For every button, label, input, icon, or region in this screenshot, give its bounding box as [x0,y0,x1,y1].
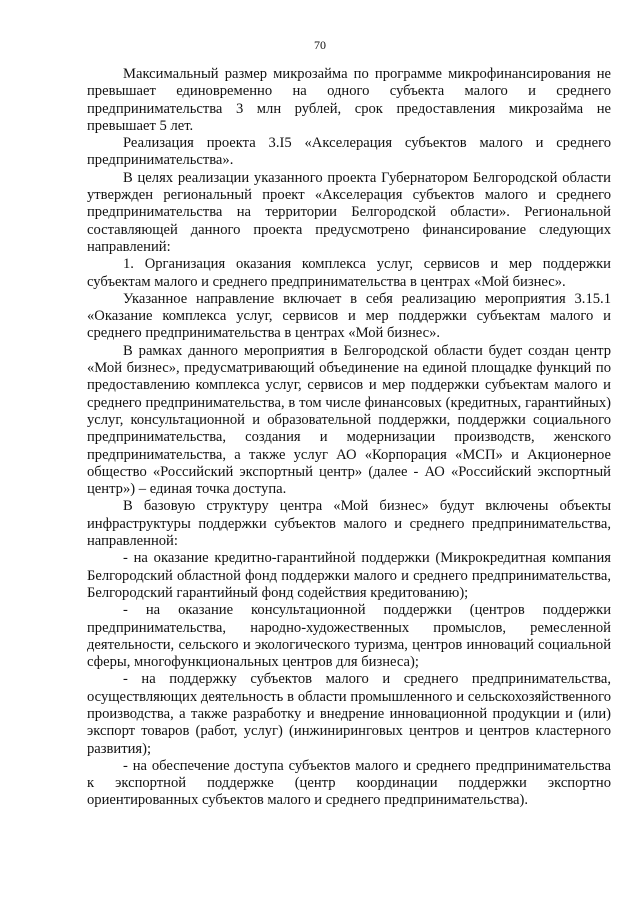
paragraph-project-heading: Реализация проекта 3.I5 «Акселерация субъектов малого и среднего предпринимательства». [87,135,611,169]
paragraph-measure-3-15-1: Указанное направление включает в себя реализацию мероприятия 3.15.1 «Оказание комплекса услуг, сервисов и мер поддержки субъектам малого и среднего предпринимательства в центрах «Мой бизнес». [87,290,611,342]
list-item-consulting-support: - на оказание консультационной поддержки (центров поддержки предпринимательства, народно-художественных промыслов, ремесленной деятельности, сельского и экологического туризма, центров инноваций социальной сферы, многофункциональных центров для бизнеса); [87,602,611,671]
paragraph-my-business-center: В рамках данного мероприятия в Белгородской области будет создан центр «Мой бизнес», предусматривающий объединение на единой площадке функций по предоставлению комплекса услуг, сервисов и мер поддержки субъектам малого и среднего предпринимательства, в том числе финансовых (кредитных, гарантийных) услуг, консультационной и образовательной поддержки, поддержки социального предпринимательства, создания и модернизации производств, женского предпринимательства, а также услуг АО «Корпорация «МСП» и Акционерное общество «Российский экспортный центр» (далее - АО «Российский экспортный центр») – единая точка доступа. [87,342,611,498]
list-item-export-support: - на обеспечение доступа субъектов малого и среднего предпринимательства к экспортной поддержке (центр координации поддержки экспортно ориентированных субъектов малого и среднего предпринимательства). [87,757,611,809]
paragraph-direction-1: 1. Организация оказания комплекса услуг, сервисов и мер поддержки субъектам малого и среднего предпринимательства в центрах «Мой бизнес». [87,256,611,290]
paragraph-regional-project: В целях реализации указанного проекта Губернатором Белгородской области утвержден региональный проект «Акселерация субъектов малого и среднего предпринимательства на территории Белгородской области». Региональной составляющей данного проекта предусмотрено финансирование следующих направлений: [87,169,611,255]
paragraph-base-structure: В базовую структуру центра «Мой бизнес» будут включены объекты инфраструктуры поддержки субъектов малого и среднего предпринимательства, направленной: [87,498,611,550]
document-body [87,66,611,810]
paragraph-microloan-limit: Максимальный размер микрозайма по программе микрофинансирования не превышает единовременно на одного субъекта малого и среднего предпринимательства 3 млн рублей, срок предоставления микрозайма не превышает 5 лет. [87,66,611,134]
list-item-credit-support: - на оказание кредитно-гарантийной поддержки (Микрокредитная компания Белгородский областной фонд поддержки малого и среднего предпринимательства, Белгородский гарантийный фонд содействия кредитованию); [87,550,611,601]
page-number: 70 [314,38,326,52]
list-item-industrial-support: - на поддержку субъектов малого и среднего предпринимательства, осуществляющих деятельность в области промышленного и сельскохозяйственного производства, а также разработку и внедрение инновационной продукции и (или) экспорт товаров (работ, услуг) (инжиниринговых центров и центров кластерного развития); [87,671,611,757]
